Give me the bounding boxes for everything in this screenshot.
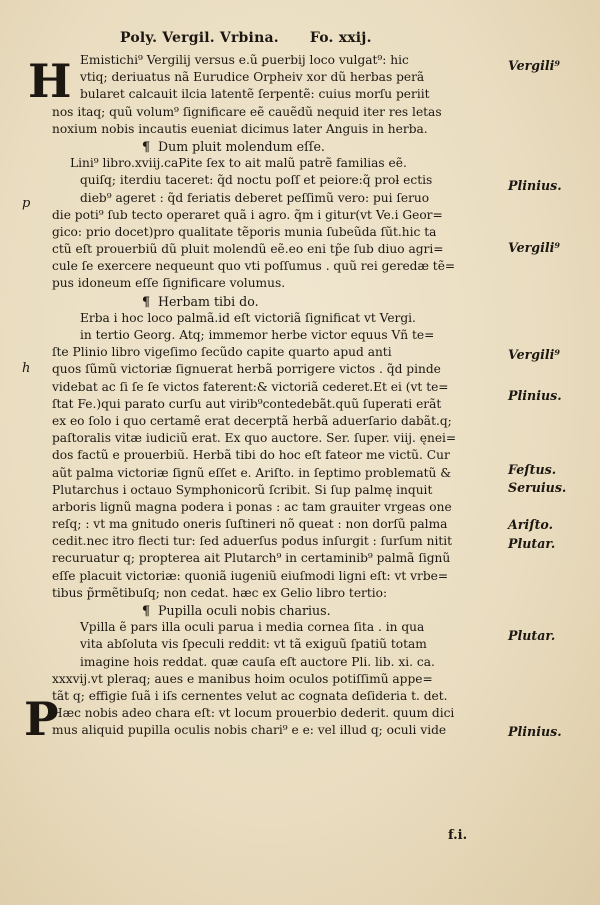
- text-line: ex eo ſolo i quo certamẽ erat decerptã herbã aduerſario dabãt.q;: [52, 413, 452, 428]
- text-line: vita abſoluta vis ſpeculi reddit: vt tã exiguũ ſpatiũ totam: [80, 637, 427, 652]
- margin-note: Plutar.: [508, 628, 556, 643]
- text-line: xxxvij.vt pleraq; aues e manibus hoim oculos potiſſimũ appe=: [52, 671, 433, 686]
- margin-note: Plinius.: [508, 724, 562, 739]
- margin-note: Plutar.: [508, 536, 556, 551]
- text-line: cule ſe exercere nequeunt quo vti poſſumus . quũ rei geredæ tẽ=: [52, 259, 456, 274]
- text-line: dos factũ e prouerbiũ. Herbã tibi do hoc eſt fateor me victũ. Cur: [52, 448, 450, 463]
- running-head: [120, 30, 372, 46]
- initial-p-dropcap: P: [24, 692, 59, 746]
- text-line: ctũ eſt prouerbiũ dũ pluit molendũ eẽ.eo eni tp̃e ſub diuo agri=: [52, 242, 444, 257]
- text-line: ſtat Fe.)qui parato curſu aut virib⁹contedebãt.quũ ſuperati erãt: [52, 396, 442, 411]
- pilcrow-icon: ¶: [142, 603, 151, 618]
- text-line: tãt q; effigie ſuã i iſs cernentes velut ac cognata deſideria t. det.: [52, 688, 448, 703]
- text-line: cedit.nec itro flecti tur: ſed aduerſus podus inſurgit : ſurſum nitit: [52, 534, 453, 549]
- section-heading: [52, 293, 504, 310]
- text-line: die poti⁹ ſub tecto operaret quã i agro. q̃m i gitur(vt Ve.i Geor=: [52, 207, 443, 222]
- text-line: bularet calcauit ilcia latentẽ ſerpentẽ: cuius morſu periit: [80, 87, 430, 102]
- section-heading: [52, 602, 504, 619]
- signature-mark: f.i.: [448, 828, 468, 843]
- text-line: tibus p̃rmẽtibuſq; non cedat. hæc ex Gelio libro tertio:: [52, 585, 388, 600]
- text-line: Hæc nobis adeo chara eſt: vt locum prouerbio dederit. quum dici: [52, 706, 455, 721]
- margin-note: Plinius.: [508, 178, 562, 193]
- body-text: [52, 52, 504, 740]
- text-line: ſte Plinio libro vigeſimo ſecũdo capite quarto apud anti: [52, 345, 392, 360]
- heading-text: Herbam tibi do.: [158, 293, 259, 309]
- text-line: arboris lignũ magna podera i ponas : ac tam grauiter vrgeas one: [52, 499, 452, 514]
- text-line: quos ſũmũ victoriæ ſignuerat herbã porrigere victos . q̃d pinde: [52, 362, 441, 377]
- folio-number: Fo. xxij.: [309, 30, 372, 46]
- margin-note: Seruius.: [508, 480, 567, 495]
- text-line: in tertio Georg. Atq; immemor herbe victor equus Vñ te=: [80, 328, 435, 342]
- text-line: imagine hois reddat. quæ cauſa eſt auctore Pli. lib. xi. ca.: [80, 654, 435, 669]
- margin-note: Feſtus.: [508, 462, 557, 477]
- margin-note: Vergili⁹: [508, 240, 560, 255]
- text-line: eſſe placuit victoriæ: quoniã iugeniũ eiuſmodi ligni eſt: vt vrbe=: [52, 568, 449, 583]
- pilcrow-icon: ¶: [142, 138, 151, 154]
- text-line: paſtoralis vitæ iudiciũ erat. Ex quo auctore. Ser. ſuper. viij. ęnei=: [52, 431, 457, 446]
- text-line: Plutarchus i octauo Symphonicorũ ſcribit. Si ſup palmę inquit: [52, 482, 433, 497]
- initial-h-dropcap: H: [28, 54, 72, 108]
- text-line: reſq; : vt ma gnitudo oneris ſuſtineri nõ queat : non dorſũ palma: [52, 517, 448, 532]
- text-line: videbat ac ſi ſe ſe victos faterent:& victoriã cederet.Et ei (vt te=: [52, 379, 449, 394]
- margin-note: Ariſto.: [508, 517, 553, 532]
- text-line: gico: prio docet)pro qualitate tẽporis munia ſubeũda ſũt.hic ta: [52, 224, 437, 239]
- margin-note: Vergili⁹: [508, 58, 560, 73]
- text-line: nos itaq; quũ volum⁹ ſignificare eẽ cauẽdũ nequid iter res letas: [52, 104, 442, 119]
- text-line: recuruatur q; propterea ait Plutarch⁹ in certaminib⁹ palmã ſignũ: [52, 551, 451, 566]
- guide-letter-p: p: [22, 196, 31, 211]
- section-heading: [52, 138, 504, 155]
- text-line: Vpilla ẽ pars illa oculi parua i media cornea ſita . in qua: [80, 620, 425, 635]
- text-line: noxium nobis incautis eueniat dicimus later Anguis in herba.: [52, 121, 428, 136]
- running-title: Poly. Vergil. Vrbina.: [120, 30, 279, 46]
- text-line: Erba i hoc loco palmã.id eſt victoriã ſignificat vt Vergi.: [80, 310, 416, 325]
- margin-note: Plinius.: [508, 388, 562, 403]
- pilcrow-icon: ¶: [142, 293, 151, 309]
- text-line: aũt palma victoriæ ſignũ eſſet e. Ariſto. in ſeptimo problematũ &: [52, 465, 452, 480]
- text-line: Emistichi⁹ Vergilij versus e.ũ ꝑuerbij loco vulgat⁹: hic: [80, 53, 409, 67]
- guide-letter-h: h: [22, 361, 31, 376]
- heading-text: Dum pluit molendum eſſe.: [158, 138, 325, 154]
- margin-note: Vergili⁹: [508, 347, 560, 362]
- heading-text: Pupilla oculi nobis charius.: [158, 603, 331, 618]
- text-line: mus aliquid pupilla oculis nobis chari⁹ e e: vel illud q; oculi vide: [52, 723, 447, 738]
- text-line: vtiq; deriuatus nã Eurudice Orpheiv xor dũ herbas perã: [80, 70, 425, 85]
- text-line: dieb⁹ ageret : q̃d feriatis deberet peſſimũ vero: pui ſeruo: [80, 190, 430, 205]
- text-line: Lini⁹ libro.xviij.caPite ſex to ait malũ patrẽ familias eẽ.: [70, 156, 407, 171]
- text-line: pus idoneum eſſe ſignificare volumus.: [52, 276, 286, 291]
- text-line: quiſq; iterdiu taceret: q̃d noctu poſſ et peiore:q̃ proƚ ectis: [80, 173, 433, 188]
